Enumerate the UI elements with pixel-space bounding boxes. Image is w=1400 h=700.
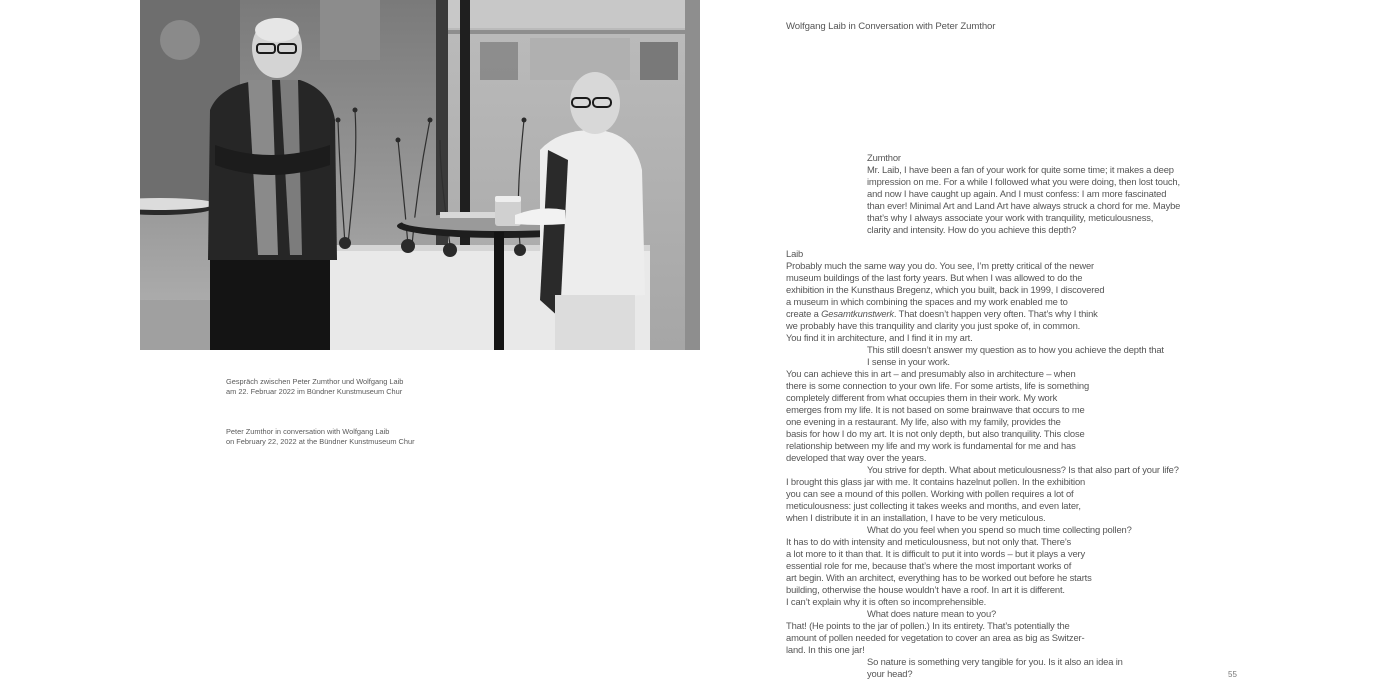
text-line: your head? <box>867 668 913 679</box>
question-block <box>786 656 1246 680</box>
text-line: So nature is something very tangible for you. Is it also an idea in <box>867 656 1123 667</box>
text-line: a museum in which combining the spaces and my work enabled me to <box>786 296 1068 307</box>
text-line: than ever! Minimal Art and Land Art have always struck a chord for me. Maybe <box>867 200 1181 211</box>
text-line: exhibition in the Kunsthaus Bregenz, which you built, back in 1999, I discovered <box>786 284 1105 295</box>
text-line: there is some connection to your own life. For some artists, life is something <box>786 380 1090 391</box>
interview-text <box>786 152 1246 680</box>
text-line: Probably much the same way you do. You see, I’m pretty critical of the newer <box>786 260 1095 271</box>
text-line: You find it in architecture, and I find it in my art. <box>786 332 973 343</box>
question-block <box>786 524 1246 536</box>
text-line: when I distribute it in an installation, I have to be very meticulous. <box>786 512 1046 523</box>
question-block <box>786 164 1246 236</box>
text-line: art begin. With an architect, everything has to be worked out before he starts <box>786 572 1092 583</box>
text-line: one evening in a restaurant. My life, also with my family, provides the <box>786 416 1061 427</box>
text-line: basis for how I do my art. It is not only depth, but also tranquility. This close <box>786 428 1085 439</box>
text-line: completely different from what occupies them in their work. My work <box>786 392 1058 403</box>
text-line: You strive for depth. What about meticulousness? Is that also part of your life? <box>867 464 1179 475</box>
text-line: amount of pollen needed for vegetation to cover an area as big as Switzer- <box>786 632 1085 643</box>
running-head: Wolfgang Laib in Conversation with Peter Zumthor <box>786 21 996 32</box>
text-line: meticulousness: just collecting it takes weeks and months, and even later, <box>786 500 1081 511</box>
text-line: impression on me. For a while I followed what you were doing, then lost touch, <box>867 176 1180 187</box>
photo-caption <box>226 357 415 467</box>
text-line: I sense in your work. <box>867 356 950 367</box>
text-line: I brought this glass jar with me. It contains hazelnut pollen. In the exhibition <box>786 476 1086 487</box>
text-line: essential role for me, because that’s where the most important works of <box>786 560 1072 571</box>
answer-block <box>786 620 1246 656</box>
text-line: museum buildings of the last forty years. But when I was allowed to do the <box>786 272 1083 283</box>
text-line: I can’t explain why it is often so incomprehensible. <box>786 596 987 607</box>
photograph-icon <box>140 0 700 350</box>
question-block <box>786 344 1246 368</box>
photograph <box>140 0 700 350</box>
caption-line: on February 22, 2022 at the Bündner Kunstmuseum Chur <box>226 437 415 446</box>
text-line: that’s why I always associate your work with tranquility, meticulousness, <box>867 212 1154 223</box>
text-line: relationship between my life and my work is fundamental for me and has <box>786 440 1076 451</box>
text-line: building, otherwise the house wouldn’t have a roof. In art it is different. <box>786 584 1065 595</box>
caption-line: am 22. Februar 2022 im Bündner Kunstmuseum Chur <box>226 387 403 396</box>
text-line: You can achieve this in art – and presumably also in architecture – when <box>786 368 1076 379</box>
caption-line: Peter Zumthor in conversation with Wolfgang Laib <box>226 427 390 436</box>
text-line: developed that way over the years. <box>786 452 927 463</box>
speaker-label-zumthor: Zumthor <box>867 152 901 163</box>
answer-block <box>786 260 1246 344</box>
text-line: you can see a mound of this pollen. Working with pollen requires a lot of <box>786 488 1074 499</box>
text-line: a lot more to it than that. It is difficult to put it into words – but it plays a very <box>786 548 1086 559</box>
text-line: and now I have caught up again. And I must confess: I am more fascinated <box>867 188 1167 199</box>
speaker-label-laib: Laib <box>786 248 804 259</box>
text-line: It has to do with intensity and meticulousness, but not only that. There’s <box>786 536 1072 547</box>
text-line: clarity and intensity. How do you achieve this depth? <box>867 224 1077 235</box>
page-number: 55 <box>1228 670 1237 679</box>
answer-block <box>786 536 1246 608</box>
text-line: That! (He points to the jar of pollen.) In its entirety. That’s potentially the <box>786 620 1070 631</box>
text-line: create a Gesamtkunstwerk. That doesn’t happen very often. That’s why I think <box>786 308 1098 319</box>
text-line: What do you feel when you spend so much time collecting pollen? <box>867 524 1132 535</box>
answer-block <box>786 476 1246 524</box>
question-block <box>786 608 1246 620</box>
caption-german <box>226 377 415 397</box>
answer-block <box>786 368 1246 464</box>
text-line: Mr. Laib, I have been a fan of your work for quite some time; it makes a deep <box>867 164 1174 175</box>
text-line: This still doesn’t answer my question as to how you achieve the depth that <box>867 344 1164 355</box>
text-line: we probably have this tranquility and clarity you just spoke of, in common. <box>786 320 1081 331</box>
caption-english <box>226 427 415 447</box>
question-block <box>786 464 1246 476</box>
italic-term: Gesamtkunstwerk <box>821 308 894 319</box>
text-line: emerges from my life. It is not based on some brainwave that occurs to me <box>786 404 1085 415</box>
text-line: What does nature mean to you? <box>867 608 997 619</box>
text-line: land. In this one jar! <box>786 644 865 655</box>
caption-line: Gespräch zwischen Peter Zumthor und Wolfgang Laib <box>226 377 404 386</box>
